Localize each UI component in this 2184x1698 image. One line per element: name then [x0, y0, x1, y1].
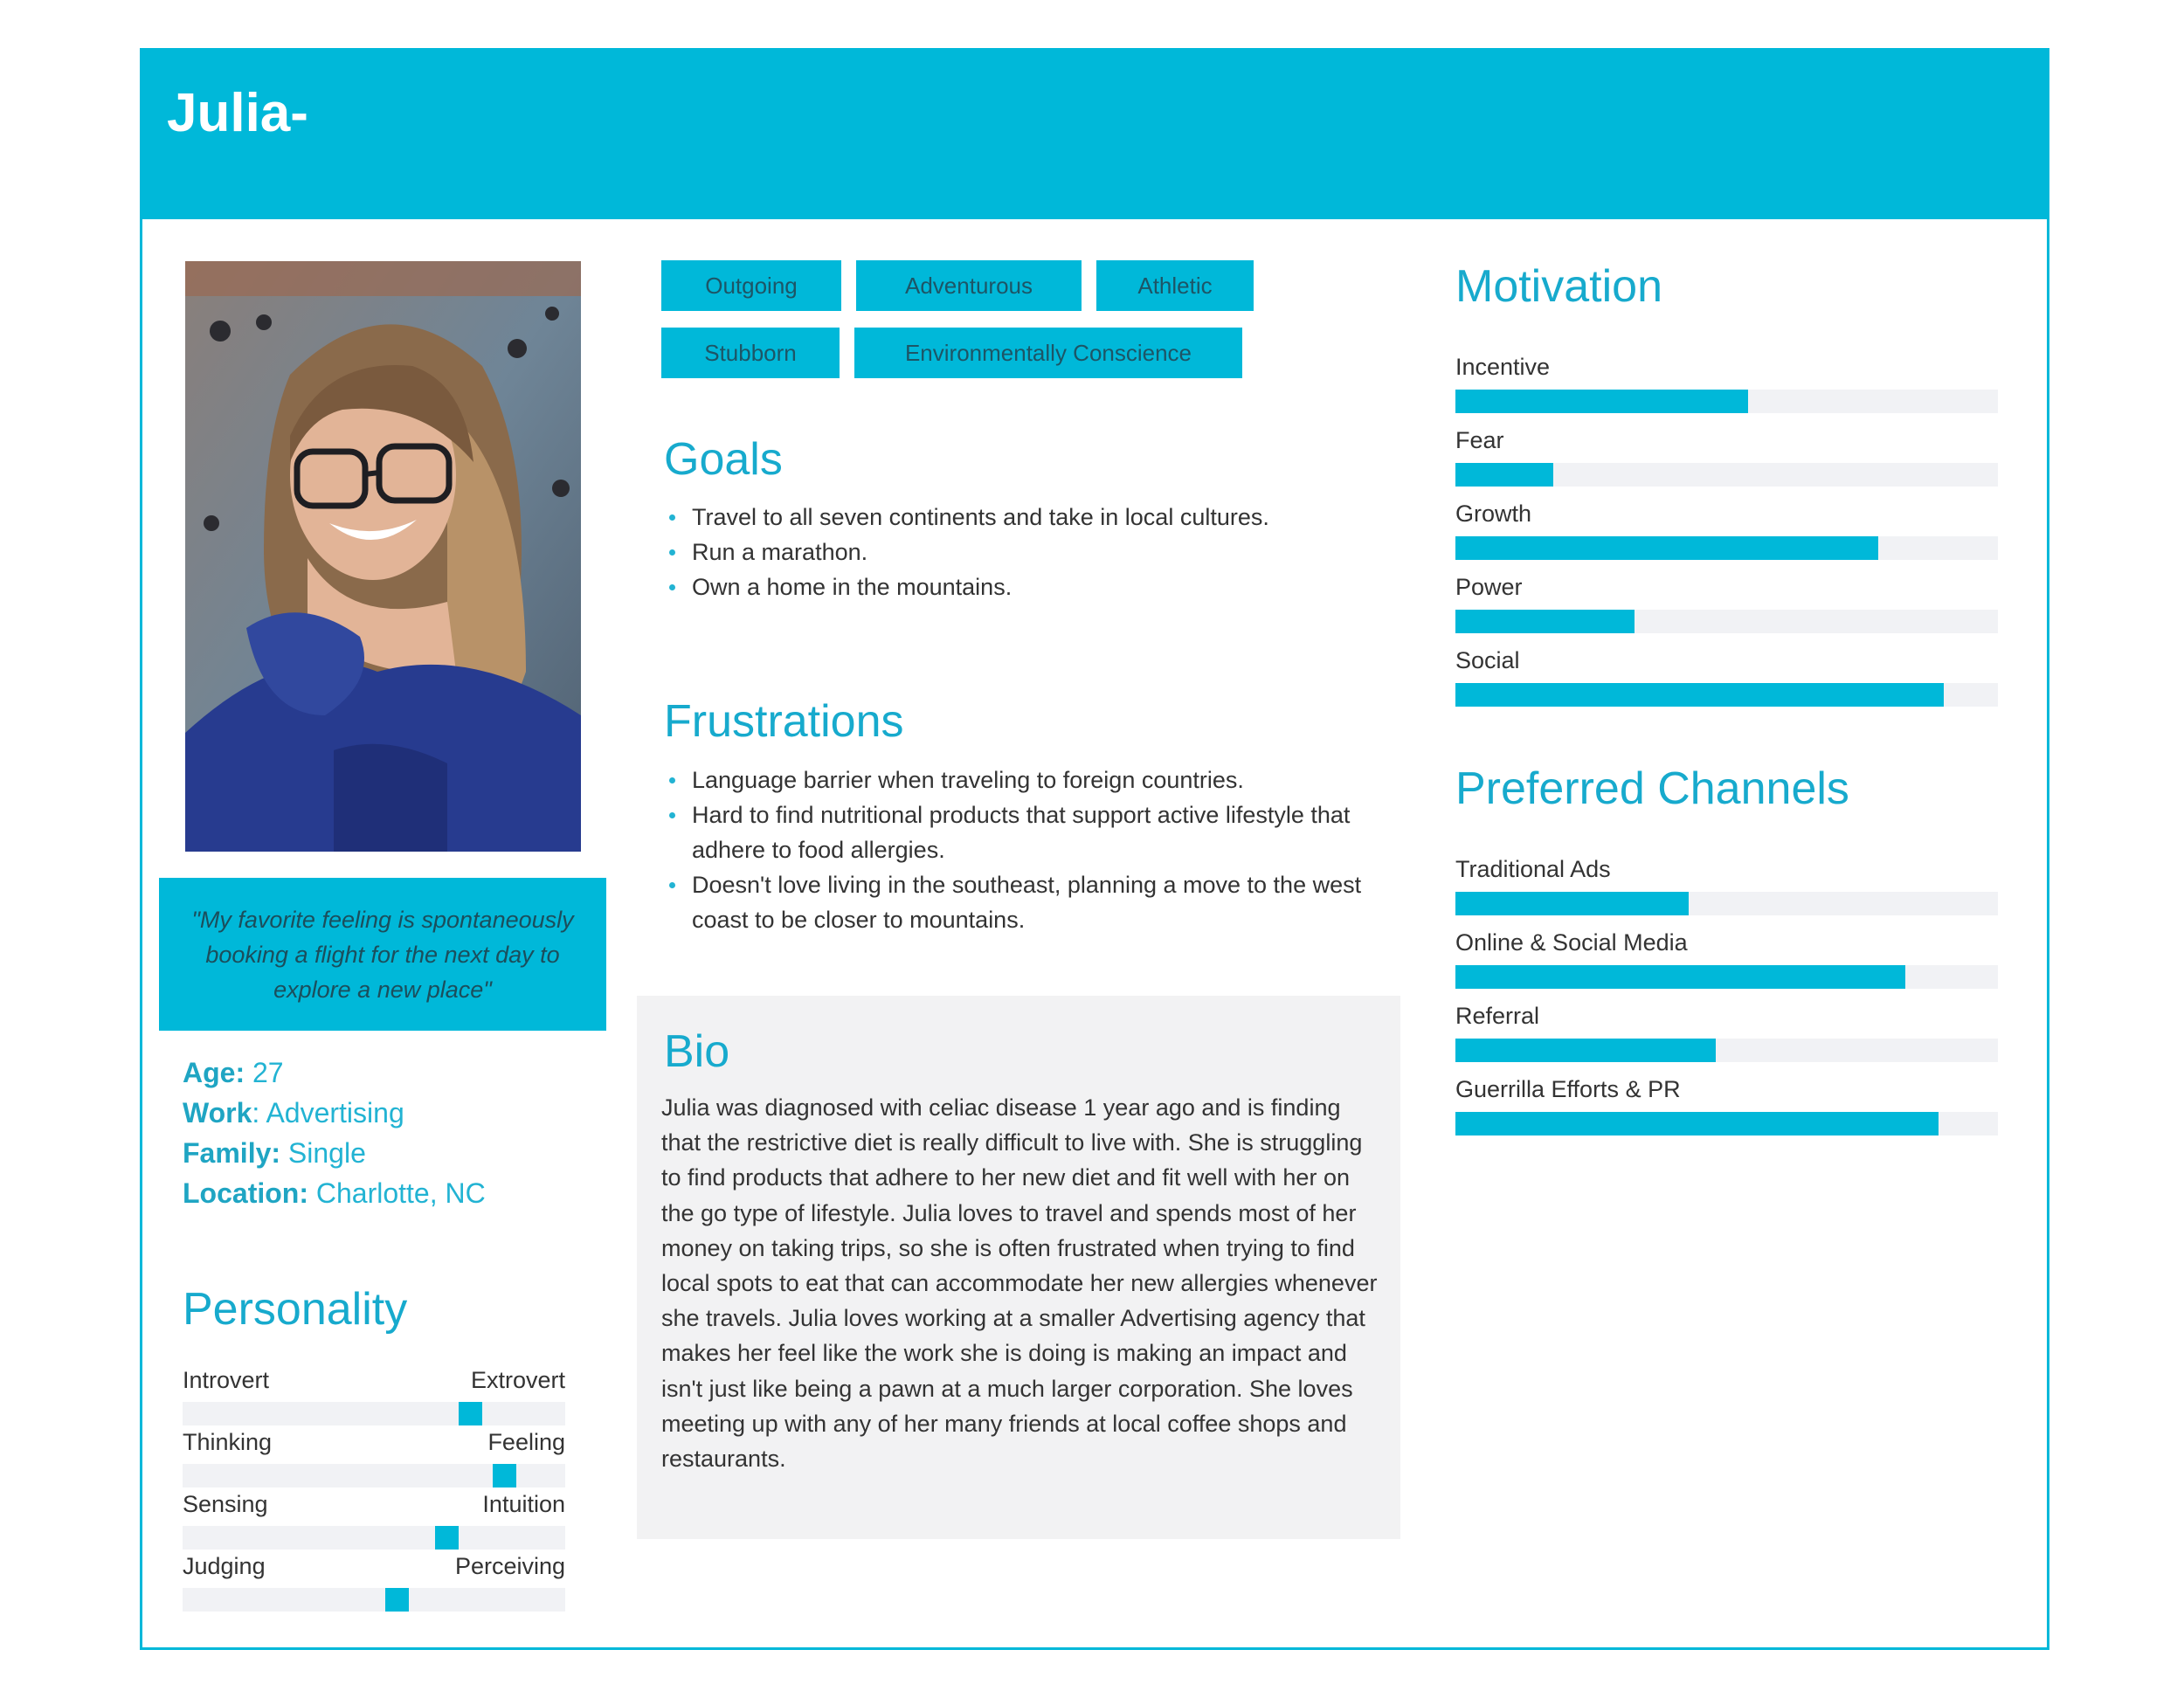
trait-track [183, 1588, 565, 1612]
persona-photo [185, 261, 581, 852]
bar-track [1455, 610, 1998, 633]
persona-card [140, 48, 2049, 1650]
demographic-key: Age: [183, 1057, 245, 1088]
personality-trait [183, 1364, 565, 1425]
motivation-bar [1455, 497, 1998, 560]
trait-tag: Adventurous [856, 260, 1082, 311]
bio-text: Julia was diagnosed with celiac disease 1 year ago and is finding that the restrictive diet is really difficult to live with. She is struggling to find products that adhere to her new diet and fit well with her on the go type of lifestyle. Julia loves to travel and spends most of her money on taking trips, so she is often frustrated when trying to find local spots to eat that can accommodate her new allergies whenever she travels. Julia loves working at a smaller Advertising agency that makes her feel like the work she is doing is making an impact and isn't just like being a pawn at a much larger corporation. She loves meeting up with any of her many friends at local coffee shops and restaurants. [661, 1094, 1378, 1473]
trait-marker [459, 1402, 482, 1425]
persona-header [142, 51, 2047, 219]
channel-bar [1455, 852, 1998, 915]
trait-left-label: Sensing [183, 1491, 268, 1517]
demographic-key: Location: [183, 1177, 308, 1209]
bar-fill [1455, 892, 1689, 915]
bar-fill [1455, 1112, 1939, 1135]
bar-label: Traditional Ads [1455, 856, 1611, 882]
bar-track [1455, 463, 1998, 487]
trait-right-label: Extrovert [470, 1367, 565, 1393]
bar-track [1455, 390, 1998, 413]
trait-right-label: Feeling [487, 1429, 565, 1455]
trait-tag: Athletic [1096, 260, 1254, 311]
trait-left-label: Judging [183, 1553, 266, 1579]
list-item: Hard to find nutritional products that support active lifestyle that adhere to food allergies. [667, 797, 1383, 867]
trait-tag: Stubborn [661, 328, 840, 378]
personality-title: Personality [183, 1284, 408, 1335]
list-item: Own a home in the mountains. [667, 569, 1269, 604]
demographic-age [183, 1053, 486, 1093]
bar-label: Fear [1455, 427, 1504, 453]
list-item: Doesn't love living in the southeast, planning a move to the west coast to be closer to mountains. [667, 867, 1383, 937]
bar-track [1455, 1039, 1998, 1062]
trait-marker [435, 1526, 459, 1550]
frustrations-title: Frustrations [664, 696, 904, 747]
demographic-location [183, 1173, 486, 1213]
motivation-bar [1455, 644, 1998, 707]
quote-text: "My favorite feeling is spontaneously booking a flight for the next day to explore a new place" [191, 906, 574, 1003]
channel-bar [1455, 926, 1998, 989]
trait-track [183, 1464, 565, 1487]
bar-label: Incentive [1455, 354, 1551, 380]
motivation-title: Motivation [1455, 261, 1662, 312]
bar-label: Online & Social Media [1455, 929, 1688, 956]
trait-right-label: Intuition [482, 1491, 565, 1517]
bar-fill [1455, 390, 1748, 413]
demographic-value: Charlotte, NC [308, 1177, 486, 1209]
demographic-family [183, 1133, 486, 1173]
demographic-work [183, 1093, 486, 1133]
demographic-value: : Advertising [252, 1097, 404, 1129]
demographic-value: 27 [245, 1057, 284, 1088]
goals-list [667, 500, 1269, 604]
persona-name: Julia- [167, 83, 308, 143]
motivation-bar [1455, 570, 1998, 633]
bar-track [1455, 536, 1998, 560]
bio-title: Bio [664, 1026, 730, 1077]
goals-title: Goals [664, 434, 783, 485]
motivation-bar [1455, 350, 1998, 413]
bar-track [1455, 683, 1998, 707]
personality-trait [183, 1550, 565, 1612]
bar-label: Growth [1455, 500, 1532, 527]
bar-fill [1455, 536, 1878, 560]
trait-left-label: Thinking [183, 1429, 273, 1455]
list-item: Travel to all seven continents and take in local cultures. [667, 500, 1269, 535]
demographic-key: Work [183, 1097, 252, 1129]
trait-track [183, 1402, 565, 1425]
frustrations-list [667, 763, 1383, 937]
bar-fill [1455, 610, 1635, 633]
personality-trait [183, 1488, 565, 1550]
bar-label: Referral [1455, 1003, 1540, 1029]
trait-left-label: Introvert [183, 1367, 270, 1393]
trait-track [183, 1526, 565, 1550]
motivation-bar [1455, 424, 1998, 487]
channel-bar [1455, 1073, 1998, 1135]
bar-label: Social [1455, 647, 1520, 673]
channel-bar [1455, 999, 1998, 1062]
bar-track [1455, 1112, 1998, 1135]
bar-label: Guerrilla Efforts & PR [1455, 1076, 1681, 1102]
quote-box [159, 878, 606, 1031]
bar-fill [1455, 683, 1944, 707]
personality-trait [183, 1426, 565, 1487]
list-item: Run a marathon. [667, 535, 1269, 569]
bar-track [1455, 892, 1998, 915]
demographic-value: Single [280, 1137, 366, 1169]
bar-fill [1455, 965, 1905, 989]
channels-title: Preferred Channels [1455, 763, 1849, 814]
list-item: Language barrier when traveling to foreign countries. [667, 763, 1383, 797]
bar-label: Power [1455, 574, 1523, 600]
bar-fill [1455, 1039, 1716, 1062]
bar-fill [1455, 463, 1553, 487]
trait-marker [385, 1588, 409, 1612]
persona-photo-illustration [185, 261, 581, 852]
demographics [183, 1053, 486, 1213]
trait-right-label: Perceiving [454, 1553, 565, 1579]
bar-track [1455, 965, 1998, 989]
trait-marker [493, 1464, 516, 1487]
trait-tag: Environmentally Conscience [854, 328, 1242, 378]
trait-tag: Outgoing [661, 260, 841, 311]
bio-box [637, 996, 1400, 1539]
demographic-key: Family: [183, 1137, 281, 1169]
